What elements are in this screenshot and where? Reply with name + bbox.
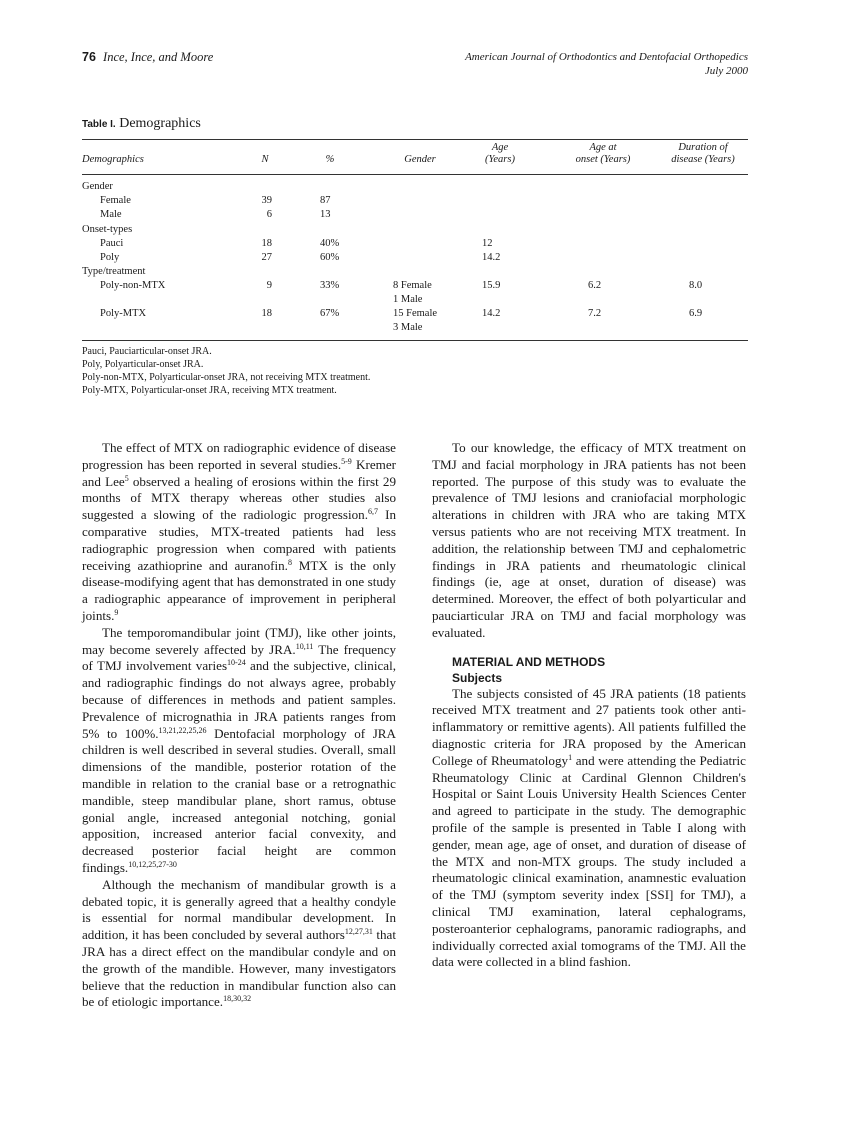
table-cell-age: 15.9 [482, 280, 501, 291]
paragraph: To our knowledge, the efficacy of MTX treatment on TMJ and facial morphology in JRA patients has not been reported. The purpose of this study was to evaluate the prevalence of TMJ lesions and craniofacial morphologic alterations in children with JRA who are taking MTX versus patients who are not receiving MTX treatment. In addition, the relationship between TMJ and cephalometric findings in JRA patients and rheumatologic clinical findings (ie, age at onset, duration of disease) was determined. Moreover, the effect of both polyarticular and pauciarticular JRA on TMJ and facial morphology was evaluated. [432, 440, 746, 640]
col-header-onset: Age at onset (Years) [575, 142, 631, 165]
table-label: Table I. [82, 119, 116, 130]
citation: 6,7 [367, 507, 378, 517]
table-cell-n: 18 [261, 238, 272, 249]
table-cell-pct: 13 [320, 209, 331, 220]
table-cell-age: 12 [482, 238, 493, 249]
table-footnote: Poly-MTX, Polyarticular-onset JRA, receiving MTX treatment. [82, 385, 337, 396]
citation: 5 [124, 473, 129, 483]
citation: 13,21,22,25,26 [158, 725, 207, 735]
citation: 12,27,31 [344, 927, 373, 937]
right-column [432, 440, 746, 971]
table-cell-gender: 1 Male [393, 294, 423, 305]
table-footnotes [82, 345, 370, 397]
table-cell-pct: 87 [320, 195, 331, 206]
table-row-label: Poly-MTX [100, 308, 147, 319]
citation: 9 [114, 607, 119, 617]
page-number: 76 [82, 50, 96, 64]
table-cell-pct: 60% [320, 252, 340, 263]
paragraph: The effect of MTX on radiographic evidence of disease progression has been reported in several studies.$^{5-9}$ Kremer and Lee$^5$ observed a healing of erosions within the first 29 months of MTX therapy whereas other studies also suggested a slowing of the radiologic progression.$^{6,7}$ In comparative studies, MTX-treated patients had less radiographic progression when compared with patients receiving azathioprine and auranofin.$^8$ MTX is the only disease-modifying agent that has demonstrated in one study a radiographic appearance of improvement in peripheral joints.$^9$ [82, 440, 397, 623]
table-footnote: Poly, Polyarticular-onset JRA. [82, 359, 204, 370]
table-cell-n: 6 [266, 209, 272, 220]
table-title: Demographics [119, 116, 201, 131]
citation: 18,30,32 [223, 994, 252, 1004]
table-footnote: Poly-non-MTX, Polyarticular-onset JRA, not receiving MTX treatment. [82, 372, 371, 383]
citation: 10,11 [295, 641, 314, 651]
col-header-age: Age (Years) [485, 142, 515, 165]
issue-date: July 2000 [704, 65, 748, 77]
table-cell-duration: 6.9 [689, 308, 703, 319]
citation: 5-9 [341, 456, 352, 466]
subsection-heading: Subjects [452, 670, 503, 685]
running-header-right [465, 50, 748, 78]
paragraph: Although the mechanism of mandibular growth is a debated topic, it is generally agreed that a healthy condyle is essential for normal mandibular development. In addition, it has been concluded by several authors$^{12,27,31}$ that JRA has a direct effect on the mandibular condyle and on the growth of the mandible. However, many investigators believe that the reduction in mandibular function also can be of etiologic importance.$^{18,30,32}$ [82, 876, 396, 1010]
col-header-duration: Duration of disease (Years) [671, 142, 735, 165]
citation: 8 [287, 557, 292, 567]
col-header-pct: % [325, 154, 335, 165]
table-cell-pct: 33% [320, 280, 340, 291]
table-top-rule [82, 139, 748, 140]
table-bottom-rule [82, 340, 748, 341]
table-cell-n: 39 [261, 195, 272, 206]
table-group-label: Type/treatment [82, 266, 146, 277]
col-header-n: N [261, 154, 269, 165]
section-heading: MATERIAL AND METHODS [452, 654, 606, 669]
table-cell-onset: 6.2 [588, 280, 602, 291]
left-column [82, 440, 396, 1011]
table-cell-duration: 8.0 [689, 280, 703, 291]
table-cell-pct: 67% [320, 308, 340, 319]
table-cell-onset: 7.2 [588, 308, 602, 319]
table-cell-gender: 8 Female [393, 280, 432, 291]
table-row-label: Male [100, 209, 122, 220]
running-authors: Ince, Ince, and Moore [103, 50, 214, 64]
table-row-label: Poly-non-MTX [100, 280, 166, 291]
paragraph: The temporomandibular joint (TMJ), like other joints, may become severely affected by JRA.$^{10,11}$ The frequency of TMJ involvement varies$^{10-24}$ and the subjective, clinical, and radiographic findings do not always agree, probably because of differences in methods and patient samples. Prevalence of micrognathia in JRA patients ranges from 5% to 100%.$^{13,21,22,25,26}$ Dentofacial morphology of JRA children is well described in several studies. Overall, small dimensions of the mandible, posterior rotation of the mandible in relation to the cranial base or a retrognathic mandible, steep mandibular plane, short ramus, obtuse gonial angle, increased antegonial notching, gonial apposition, increased anterior facial convexity, and decreased posterior facial height are common findings.$^{10,12,25,27-30}$ [82, 624, 396, 875]
table-cell-age: 14.2 [482, 308, 501, 319]
table-cell-n: 18 [261, 308, 272, 319]
table-cell-gender: 15 Female [393, 308, 438, 319]
table-cell-age: 14.2 [482, 252, 501, 263]
journal-name: American Journal of Orthodontics and Dentofacial Orthopedics [465, 51, 748, 63]
table-group-label: Gender [82, 181, 113, 192]
table-cell-pct: 40% [320, 238, 340, 249]
citation: 10,12,25,27-30 [128, 859, 177, 869]
table-group-label: Onset-types [82, 224, 133, 235]
table-row-label: Female [100, 195, 131, 206]
table-cell-n: 9 [266, 280, 272, 291]
table-header-rule [82, 174, 748, 175]
citation: 10-24 [227, 658, 246, 668]
col-header-demographics: Demographics [82, 154, 144, 165]
table-row-label: Pauci [100, 238, 124, 249]
paragraph: The subjects consisted of 45 JRA patients (18 patients received MTX treatment and 27 patients took other anti-inflammatory or remittive agents). All patients fulfilled the diagnostic criteria for JRA proposed by the American College of Rheumatology$^1$ and were attending the Pediatric Rheumatology Clinic at Cardinal Glennon Children's Hospital or Saint Louis University Health Sciences Center and agreed to participate in the study. The demographic profile of the sample is presented in Table I along with gender, mean age, age of onset, and duration of disease of the MTX and non-MTX groups. The study included a rheumatologic clinical examination, anamnestic evaluation of the TMJ (symptom severity index [SSI] for TMJ), a clinical TMJ examination, lateral cephalograms, posteroanterior cephalograms, panoramic radiographs, and individually corrected axial tomograms of the TMJ. All the data were collected in a blind fashion. [432, 685, 746, 970]
table-caption [82, 116, 201, 132]
running-header-left [82, 50, 213, 65]
citation: 1 [568, 752, 573, 762]
table-row-label: Poly [100, 252, 120, 263]
table-cell-gender: 3 Male [393, 322, 423, 333]
table-cell-n: 27 [261, 252, 272, 263]
col-header-gender: Gender [404, 154, 436, 165]
table-footnote: Pauci, Pauciarticular-onset JRA. [82, 346, 212, 357]
